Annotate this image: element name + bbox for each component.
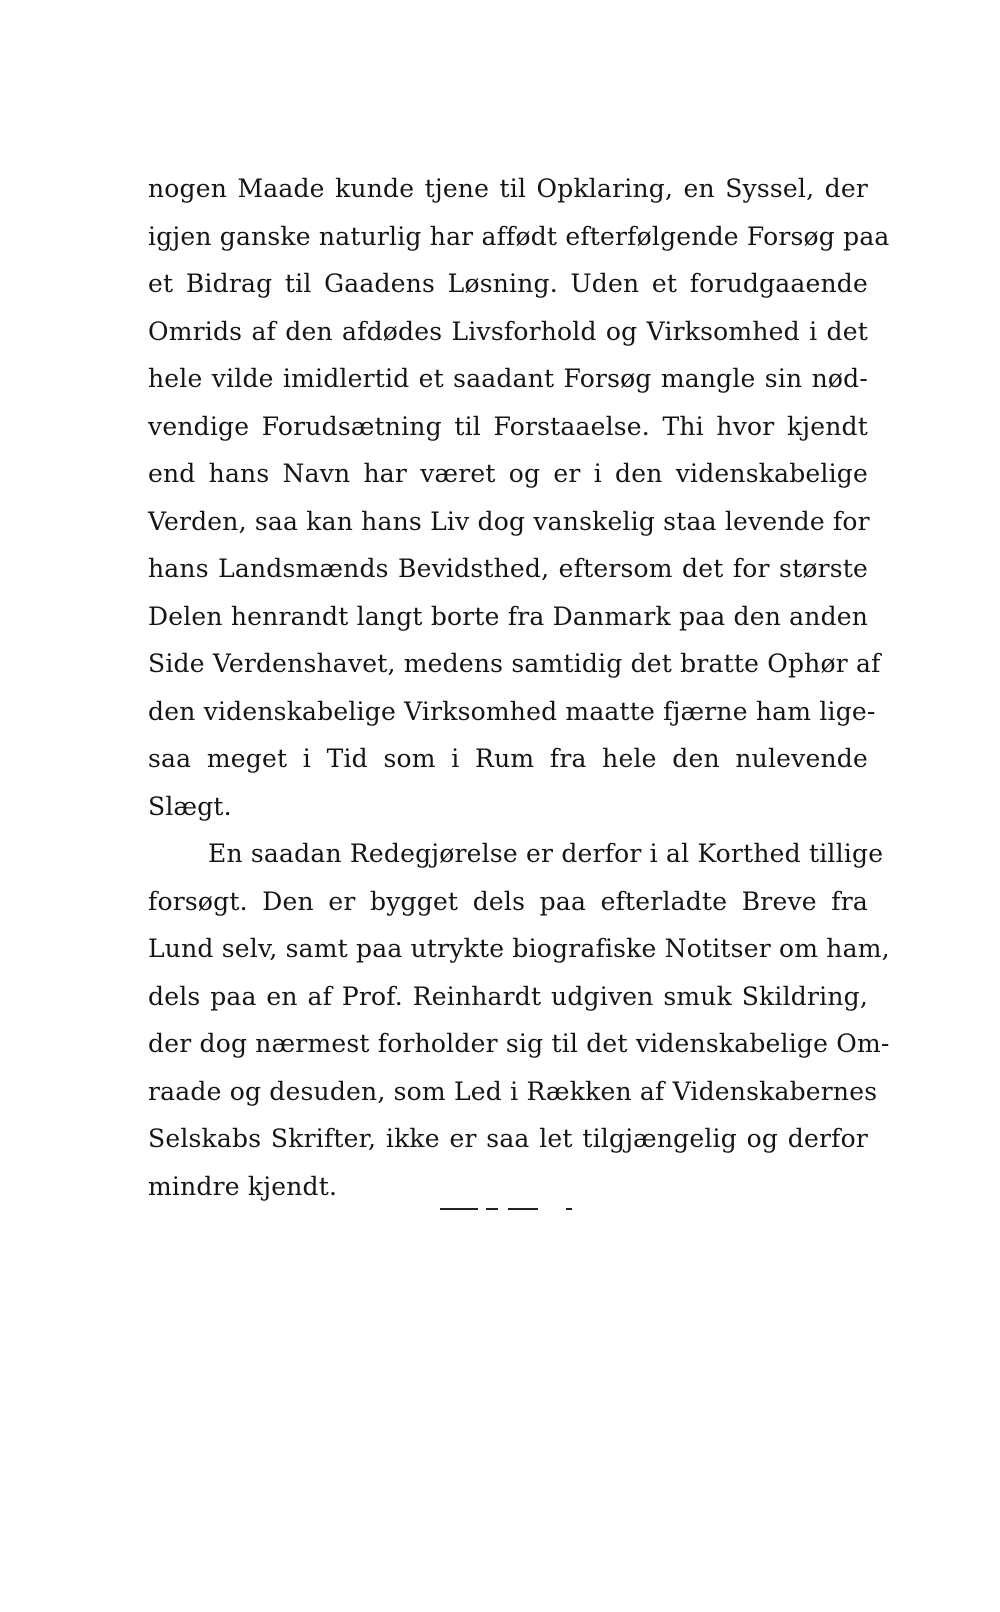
text-line: der dog nærmest forholder sig til det videnskabelige Om- <box>148 1029 890 1058</box>
paragraph-1 <box>148 165 890 830</box>
rule-dash <box>508 1208 538 1210</box>
text-line: hele vilde imidlertid et saadant Forsøg mangle sin nød- <box>148 364 868 393</box>
text-line: mindre kjendt. <box>148 1171 338 1201</box>
text-line: Lund selv, samt paa utrykte biografiske Notitser om ham, <box>148 934 890 963</box>
text-line: Delen henrandt langt borte fra Danmark paa den anden <box>148 601 869 631</box>
text-line: nogen Maade kunde tjene til Opklaring, en Syssel, der <box>148 174 868 203</box>
rule-dash <box>486 1208 498 1210</box>
text-line: end hans Navn har været og er i den videnskabelige <box>148 459 868 488</box>
text-line: Side Verdenshavet, medens samtidig det bratte Ophør af <box>148 649 881 678</box>
text-line: Omrids af den afdødes Livsforhold og Virksomhed i det <box>148 316 868 346</box>
text-line: forsøgt. Den er bygget dels paa efterladte Breve fra <box>148 886 868 916</box>
text-line: saa meget i Tid som i Rum fra hele den nulevende <box>148 744 868 773</box>
text-line: Slægt. <box>148 791 232 821</box>
paragraph-2 <box>148 830 890 1210</box>
text-line: et Bidrag til Gaadens Løsning. Uden et forudgaaende <box>148 269 868 298</box>
text-line: Selskabs Skrifter, ikke er saa let tilgjængelig og derfor <box>148 1124 868 1153</box>
text-line: Verden, saa kan hans Liv dog vanskelig staa levende for <box>148 506 870 536</box>
text-line: En saadan Redegjørelse er derfor i al Korthed tillige <box>208 839 884 868</box>
text-line: raade og desuden, som Led i Rækken af Videnskabernes <box>148 1076 878 1106</box>
text-line: den videnskabelige Virksomhed maatte fjærne ham lige- <box>148 696 876 726</box>
rule-dash <box>566 1208 572 1210</box>
rule-dash <box>440 1208 478 1210</box>
text-line: dels paa en af Prof. Reinhardt udgiven smuk Skildring, <box>148 981 868 1011</box>
text-line: vendige Forudsætning til Forstaaelse. Thi hvor kjendt <box>148 411 868 441</box>
body-text <box>148 165 890 1210</box>
text-line: hans Landsmænds Bevidsthed, eftersom det for største <box>148 554 868 583</box>
section-end-rule <box>440 1208 590 1214</box>
text-line: igjen ganske naturlig har affødt efterfølgende Forsøg paa <box>148 221 890 251</box>
